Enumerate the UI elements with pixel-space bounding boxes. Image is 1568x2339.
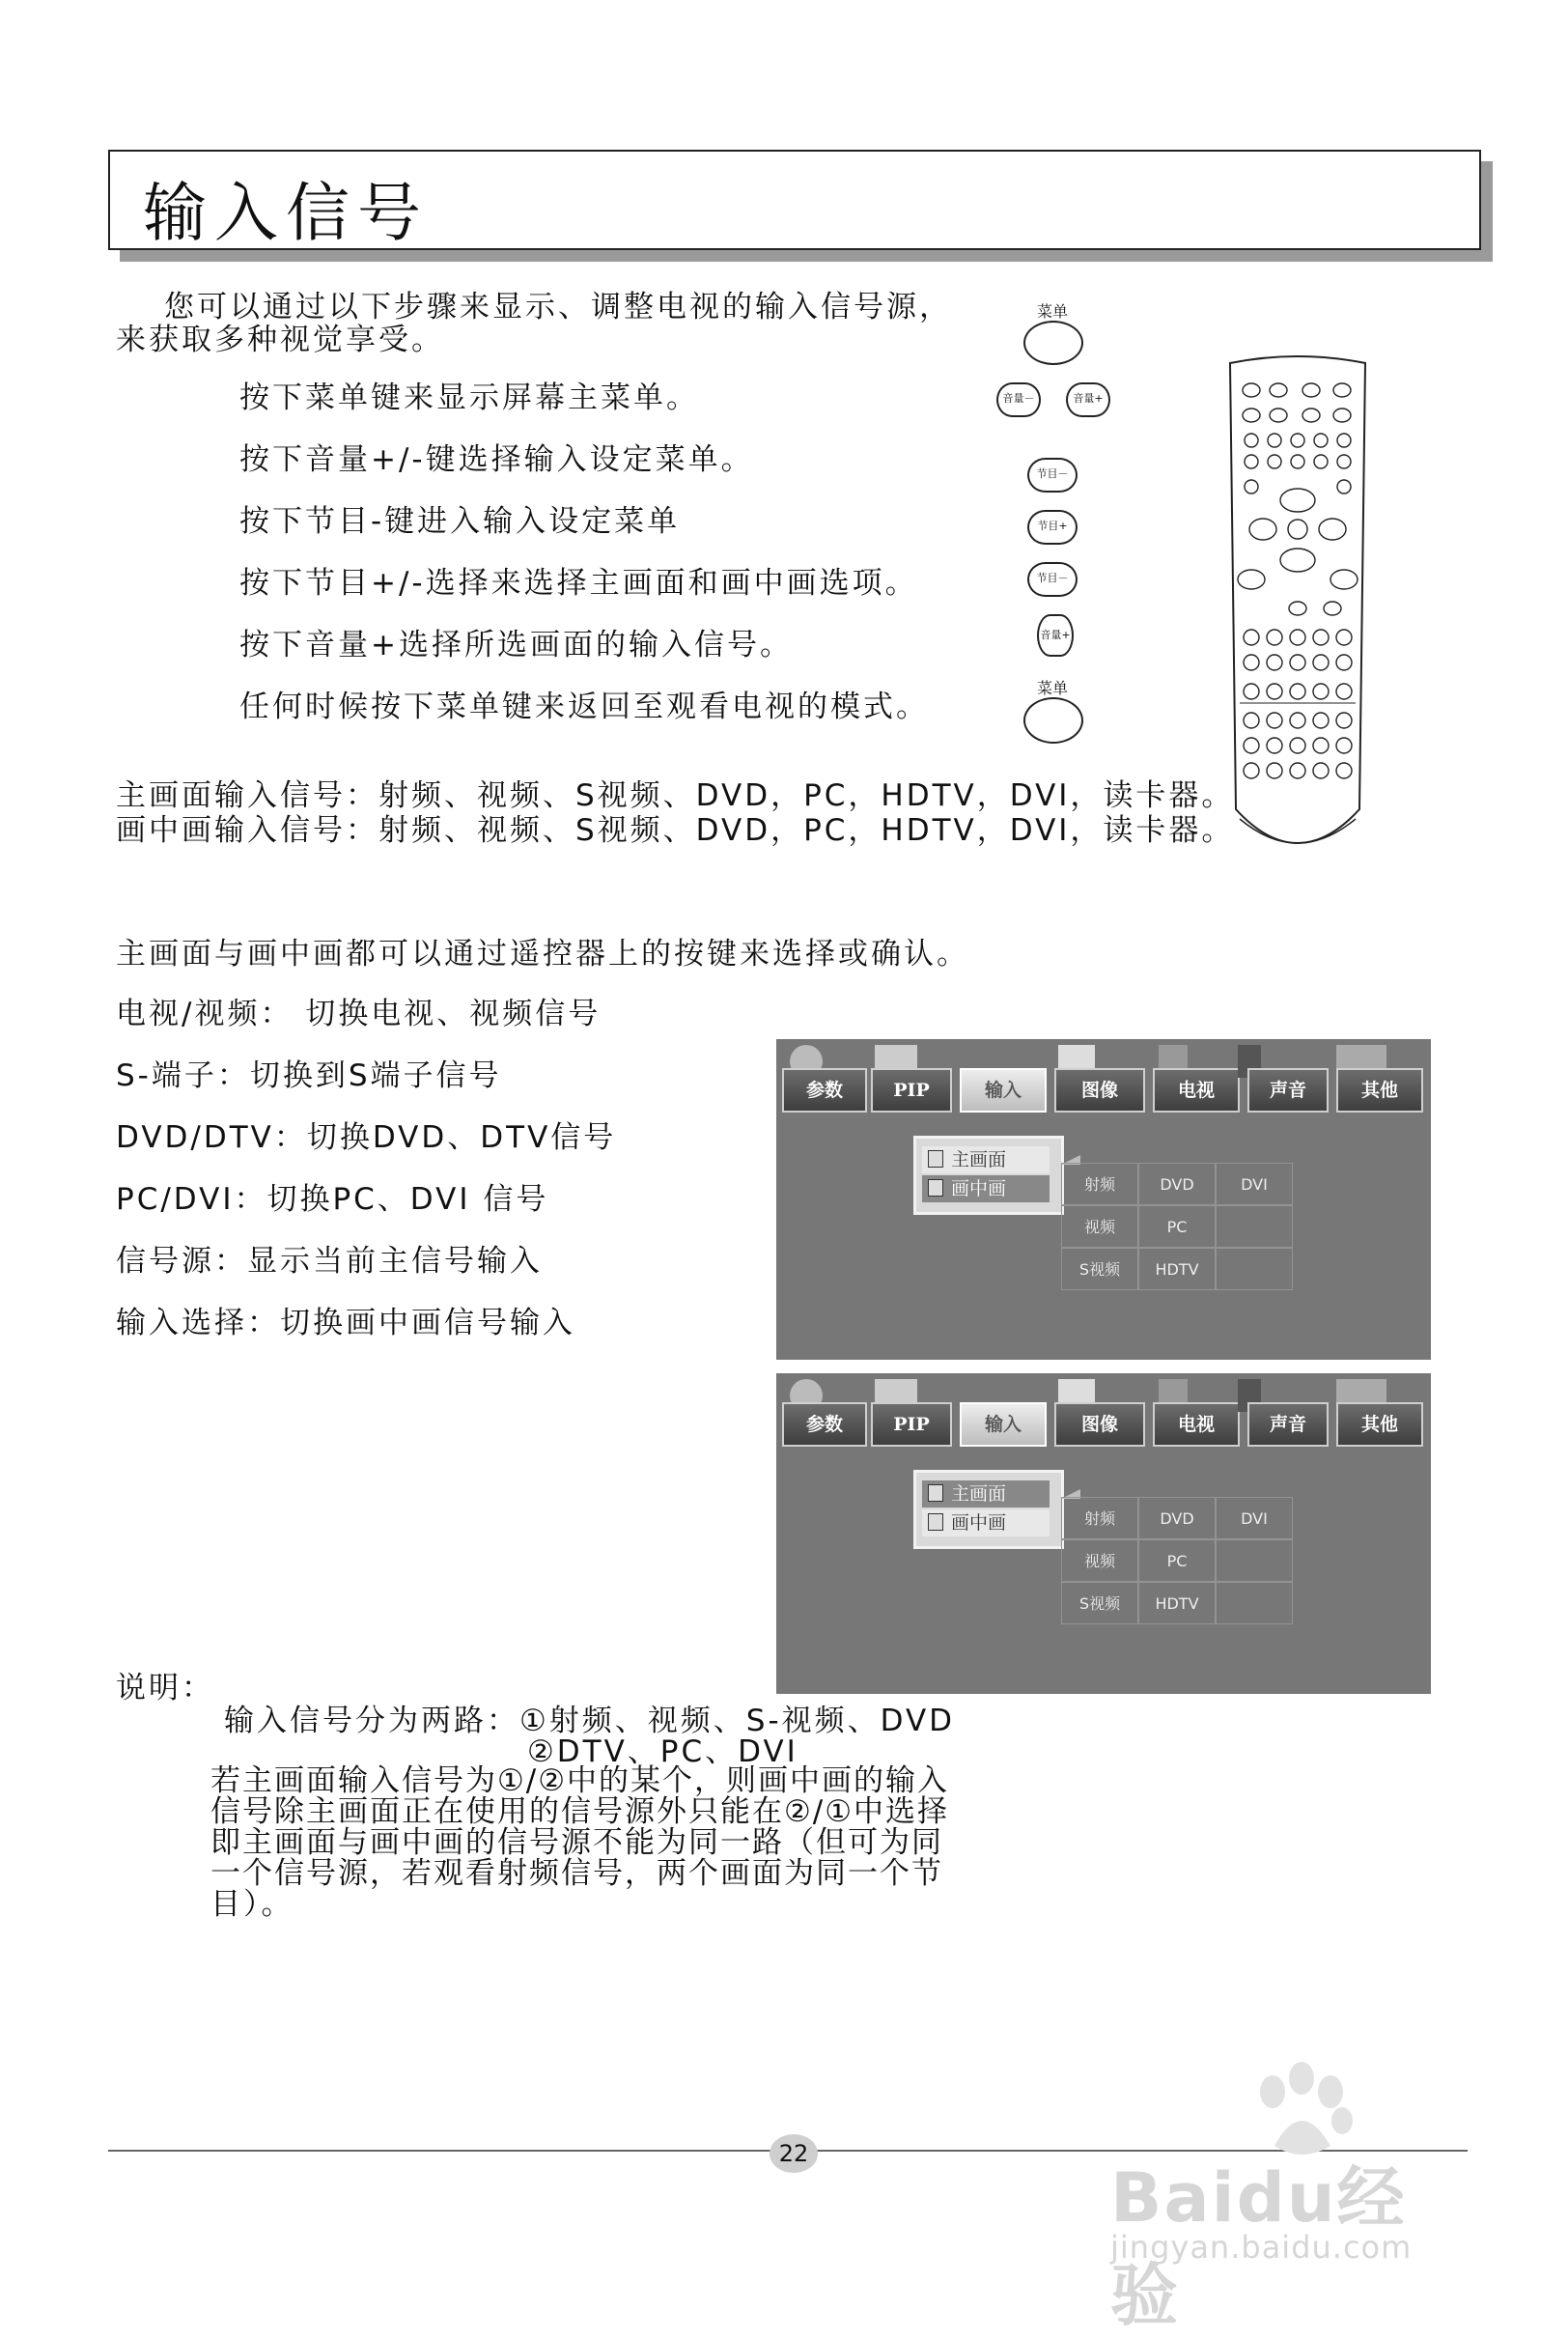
source-rf[interactable]: 射频	[1061, 1163, 1138, 1205]
step-6: 任何时候按下菜单键来返回至观看电视的模式。	[239, 690, 929, 724]
submenu-main-label: 主画面	[951, 1149, 1007, 1170]
prog-minus-label-2: 节目－	[1036, 572, 1069, 584]
source-s-video-2[interactable]: S视频	[1061, 1582, 1138, 1624]
pip-picture-icon-2	[928, 1513, 943, 1531]
source-dvi[interactable]: DVI	[1216, 1163, 1293, 1205]
page-number: 22	[770, 2134, 818, 2173]
osd-menu-pip-selected	[776, 1373, 1431, 1694]
submenu-pip-picture-2[interactable]	[922, 1509, 1050, 1536]
baidu-watermark	[1110, 2057, 1458, 2335]
main-picture-icon-2	[928, 1484, 943, 1502]
step-3: 按下节目-键进入输入设定菜单	[239, 504, 681, 539]
tab-tv-2[interactable]: 电视	[1153, 1402, 1240, 1447]
intro-line-1: 您可以通过以下步骤来显示、调整电视的输入信号源，	[164, 290, 952, 324]
tab-params-2[interactable]: 参数	[782, 1402, 867, 1447]
vol-plus-label-2: 音量+	[1040, 629, 1071, 641]
prog-minus-button-icon-2	[1027, 562, 1078, 597]
submenu-main-picture[interactable]	[922, 1146, 1050, 1173]
source-grid-2	[1061, 1497, 1293, 1624]
prog-minus-label-1: 节目－	[1036, 467, 1069, 480]
source-grid	[1061, 1163, 1293, 1290]
tab-params[interactable]: 参数	[782, 1068, 867, 1113]
tab-sound-2[interactable]: 声音	[1247, 1402, 1329, 1447]
menu-button-label-top: 菜单	[1036, 302, 1068, 321]
main-picture-icon	[928, 1150, 943, 1168]
notes-line-6: 一个信号源，若观看射频信号，两个画面为同一个节	[210, 1856, 943, 1891]
source-video-2[interactable]: 视频	[1061, 1539, 1138, 1582]
menu-button-icon-bottom	[1023, 697, 1083, 744]
vol-plus-button-icon-2	[1037, 614, 1074, 657]
tab-other[interactable]: 其他	[1336, 1068, 1423, 1113]
intro-line-2: 来获取多种视觉享受。	[116, 323, 444, 357]
source-dvi-2[interactable]: DVI	[1216, 1497, 1293, 1539]
notes-line-5: 即主画面与画中画的信号源不能为同一路（但可为同	[210, 1825, 943, 1860]
source-pc-2[interactable]: PC	[1138, 1539, 1216, 1582]
notes-line-3: 若主画面输入信号为①/②中的某个，则画中画的输入	[210, 1763, 950, 1798]
pip-picture-icon	[928, 1179, 943, 1197]
source-empty-3	[1216, 1539, 1293, 1582]
vol-minus-label: 音量－	[1002, 392, 1035, 405]
menu-tabs-2	[782, 1402, 1425, 1449]
notes-label: 说明：	[116, 1671, 214, 1705]
source-video[interactable]: 视频	[1061, 1205, 1138, 1248]
prog-minus-button-icon-1	[1027, 458, 1078, 493]
osd-menu-main-selected	[776, 1039, 1431, 1360]
source-hdtv[interactable]: HDTV	[1138, 1248, 1216, 1290]
submenu-main-picture-2[interactable]	[922, 1480, 1050, 1508]
source-pc[interactable]: PC	[1138, 1205, 1216, 1248]
step-2: 按下音量+/-键选择输入设定菜单。	[239, 442, 754, 477]
watermark-brand: Baidu经验	[1110, 2158, 1407, 2335]
key-tv-video: 电视/视频： 切换电视、视频信号	[116, 997, 602, 1031]
menu-tabs	[782, 1068, 1425, 1114]
vol-plus-label: 音量+	[1073, 392, 1104, 405]
tab-pip[interactable]: PIP	[871, 1068, 952, 1113]
prog-plus-button-icon	[1027, 510, 1078, 545]
menu-button-icon-top	[1023, 321, 1083, 365]
tab-pip-2[interactable]: PIP	[871, 1402, 952, 1447]
notes-line-4: 信号除主画面正在使用的信号源外只能在②/①中选择	[210, 1794, 950, 1829]
source-empty-1	[1216, 1205, 1293, 1248]
remote-selection-note: 主画面与画中画都可以通过遥控器上的按键来选择或确认。	[116, 937, 969, 972]
tab-input-2[interactable]: 输入	[960, 1402, 1047, 1447]
title-box	[108, 150, 1481, 250]
key-source: 信号源：显示当前主信号输入	[116, 1244, 543, 1279]
tab-sound[interactable]: 声音	[1247, 1068, 1329, 1113]
step-4: 按下节目+/-选择来选择主画面和画中画选项。	[239, 566, 918, 601]
step-5: 按下音量+选择所选画面的输入信号。	[239, 628, 793, 662]
page-title: 输入信号	[143, 176, 429, 250]
submenu-pip-label: 画中画	[951, 1178, 1007, 1199]
tab-input[interactable]: 输入	[960, 1068, 1047, 1113]
submenu-main-label-2: 主画面	[951, 1483, 1007, 1505]
notes-line-2: ②DTV、PC、DVI	[527, 1734, 798, 1769]
prog-plus-label: 节目+	[1037, 520, 1068, 532]
watermark-url: jingyan.baidu.com	[1110, 2229, 1413, 2266]
main-input-sources: 主画面输入信号：射频、视频、S视频、DVD，PC，HDTV，DVI，读卡器。	[116, 778, 1235, 813]
source-dvd-2[interactable]: DVD	[1138, 1497, 1216, 1539]
notes-line-1: 输入信号分为两路：①射频、视频、S-视频、DVD	[224, 1704, 956, 1738]
source-s-video[interactable]: S视频	[1061, 1248, 1138, 1290]
input-submenu-2	[913, 1470, 1064, 1549]
key-input-select: 输入选择：切换画中画信号输入	[116, 1306, 575, 1340]
submenu-pip-label-2: 画中画	[951, 1512, 1007, 1534]
tab-other-2[interactable]: 其他	[1336, 1402, 1423, 1447]
input-submenu	[913, 1136, 1064, 1215]
tab-tv[interactable]: 电视	[1153, 1068, 1240, 1113]
vol-minus-button-icon	[996, 382, 1041, 417]
notes-line-7: 目）。	[210, 1887, 294, 1922]
submenu-pip-picture[interactable]	[922, 1175, 1050, 1202]
key-pc-dvi: PC/DVI：切换PC、DVI 信号	[116, 1182, 549, 1217]
key-s-video: S-端子：切换到S端子信号	[116, 1058, 502, 1093]
key-dvd-dtv: DVD/DTV：切换DVD、DTV信号	[116, 1120, 617, 1155]
step-1: 按下菜单键来显示屏幕主菜单。	[239, 380, 699, 415]
source-empty-2	[1216, 1248, 1293, 1290]
tab-picture[interactable]: 图像	[1054, 1068, 1145, 1113]
source-dvd[interactable]: DVD	[1138, 1163, 1216, 1205]
remote-control-icon	[1224, 355, 1371, 858]
source-rf-2[interactable]: 射频	[1061, 1497, 1138, 1539]
pip-input-sources: 画中画输入信号：射频、视频、S视频、DVD，PC，HDTV，DVI，读卡器。	[116, 813, 1235, 848]
source-hdtv-2[interactable]: HDTV	[1138, 1582, 1216, 1624]
menu-button-label-bottom: 菜单	[1036, 679, 1068, 697]
tab-picture-2[interactable]: 图像	[1054, 1402, 1145, 1447]
source-empty-4	[1216, 1582, 1293, 1624]
vol-plus-button-icon	[1066, 382, 1110, 417]
